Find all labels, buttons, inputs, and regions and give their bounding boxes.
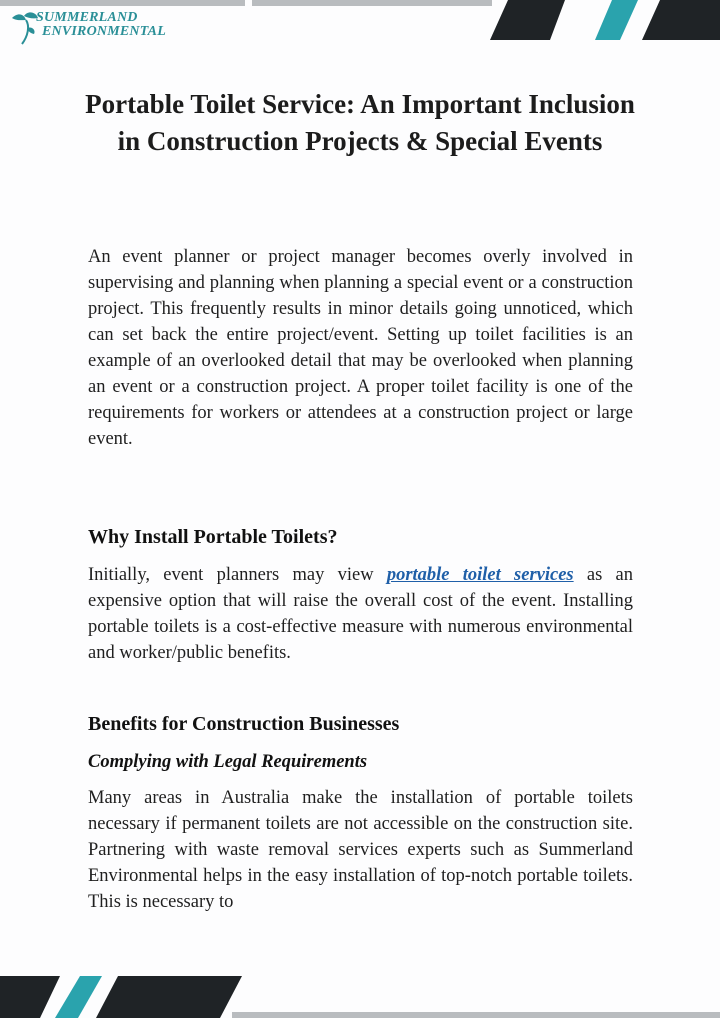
header-gray-stripe xyxy=(0,0,245,6)
benefits-paragraph: Many areas in Australia make the installation of portable toilets necessary if permanent toilets are not accessible on the construction site. Partnering with waste removal services experts such as Summerland Environmental helps in the easy installation of top-notch portable toilets. This is necessary to xyxy=(88,788,633,912)
header-gray-stripe xyxy=(252,0,492,6)
section-heading-benefits: Benefits for Construction Businesses xyxy=(88,713,400,735)
section-heading-why: Why Install Portable Toilets? xyxy=(88,526,338,548)
why-text-before: Initially, event planners may view xyxy=(88,565,387,585)
why-paragraph xyxy=(88,562,633,666)
brand-line-2: ENVIRONMENTAL xyxy=(42,24,166,39)
header-decoration xyxy=(470,0,720,40)
brand-wordmark xyxy=(36,11,166,39)
page-title: Portable Toilet Service: An Important Inclusion in Construction Projects & Special Events xyxy=(85,89,635,156)
footer-decoration xyxy=(0,976,720,1018)
subheading-legal: Complying with Legal Requirements xyxy=(88,752,368,772)
intro-paragraph: An event planner or project manager becomes overly involved in supervising and planning when planning a special event or a construction project. This frequently results in minor details going unnoticed, which can set back the entire project/event. Setting up toilet facilities is an example of an overlooked detail that may be overlooked when planning an event or a construction project. A proper toilet facility is one of the requirements for workers or attendees at a construction project or large event. xyxy=(88,247,633,449)
brand-logo[interactable] xyxy=(8,8,166,48)
why-text-after: as an expensive option that will raise the overall cost of the event. Installing portable toilets is a cost-effective measure with numerous environmental and worker/public benefits. xyxy=(88,565,634,663)
brand-line-1: SUMMERLAND xyxy=(36,10,138,25)
portable-toilet-services-link[interactable]: portable toilet services xyxy=(386,565,574,585)
